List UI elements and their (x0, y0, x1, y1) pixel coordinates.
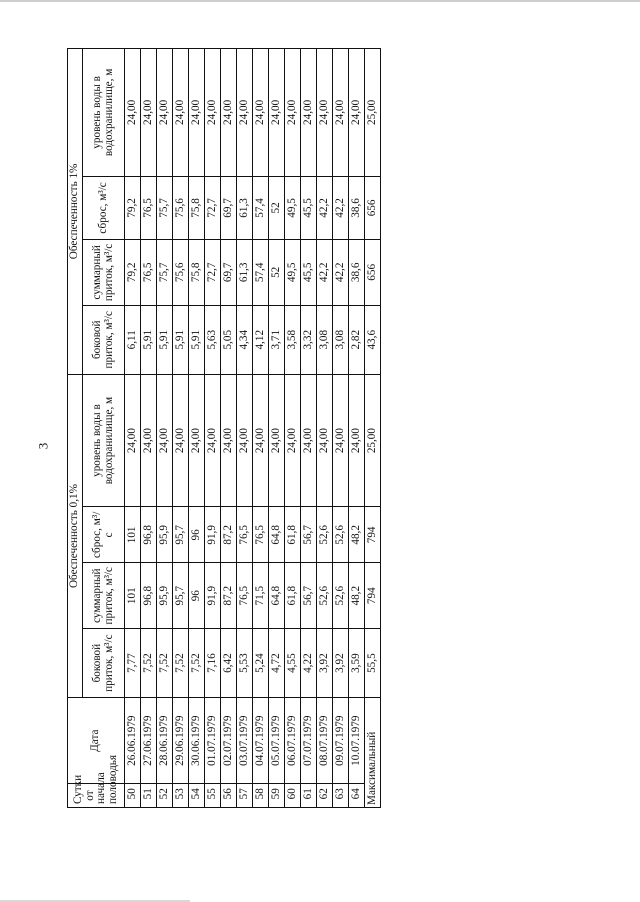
cell-a-lat: 7,52 (141, 629, 157, 698)
cell-b-sum: 57,4 (253, 240, 269, 306)
cell-b-lvl: 24,00 (141, 49, 157, 177)
table-row (253, 49, 269, 808)
cell-b-lat: 4,34 (237, 305, 253, 374)
table-row (301, 49, 317, 808)
cell-day: 51 (141, 784, 157, 808)
cell-b-sum: 79,2 (125, 240, 141, 306)
header-group-1: Обеспеченность 1% (68, 49, 83, 375)
cell-day: 55 (205, 784, 221, 808)
cell-date: 01.07.1979 (205, 698, 221, 784)
cell-b-sum: 72,7 (205, 240, 221, 306)
cell-date: 28.06.1979 (157, 698, 173, 784)
cell-day: 53 (173, 784, 189, 808)
cell-day: 60 (285, 784, 301, 808)
cell-a-lat: 5,24 (253, 629, 269, 698)
cell-max-a-lat: 55,5 (365, 629, 381, 698)
cell-b-lvl: 24,00 (221, 49, 237, 177)
cell-a-lat: 3,92 (317, 629, 333, 698)
cell-a-sum: 56,7 (301, 563, 317, 629)
table-row (349, 49, 365, 808)
cell-a-dis: 52,6 (333, 507, 349, 563)
cell-a-sum: 52,6 (333, 563, 349, 629)
table-row (269, 49, 285, 808)
cell-a-lat: 7,52 (173, 629, 189, 698)
header-group-row (68, 49, 83, 808)
cell-b-dis: 79,2 (125, 176, 141, 239)
cell-a-dis: 101 (125, 507, 141, 563)
header-date: Дата (68, 698, 125, 784)
cell-b-sum: 38,6 (349, 240, 365, 306)
header-a-level: уровень воды в водохранилище, м (83, 374, 125, 506)
cell-date: 08.07.1979 (317, 698, 333, 784)
cell-a-dis: 61,8 (285, 507, 301, 563)
cell-a-lvl: 24,00 (269, 374, 285, 506)
cell-b-dis: 52 (269, 176, 285, 239)
table-row-max (365, 49, 381, 808)
cell-a-lvl: 24,00 (141, 374, 157, 506)
cell-a-dis: 76,5 (253, 507, 269, 563)
cell-b-dis: 42,2 (333, 176, 349, 239)
cell-a-sum: 52,6 (317, 563, 333, 629)
cell-a-sum: 87,2 (221, 563, 237, 629)
table-row (157, 49, 173, 808)
cell-b-dis: 75,7 (157, 176, 173, 239)
scan-edge-top (0, 0, 640, 2)
table-row (237, 49, 253, 808)
header-a-lateral: боковой приток, м³/с (83, 629, 125, 698)
cell-b-lvl: 24,00 (269, 49, 285, 177)
rotated-table-container (67, 48, 381, 808)
cell-a-lvl: 24,00 (125, 374, 141, 506)
header-b-total: суммарный приток, м³/с (83, 240, 125, 306)
cell-a-lat: 4,72 (269, 629, 285, 698)
cell-a-lat: 7,16 (205, 629, 221, 698)
cell-b-lat: 5,63 (205, 305, 221, 374)
cell-max-b-dis: 656 (365, 176, 381, 239)
cell-max-a-sum: 794 (365, 563, 381, 629)
cell-b-sum: 45,5 (301, 240, 317, 306)
cell-date: 07.07.1979 (301, 698, 317, 784)
cell-a-dis: 95,7 (173, 507, 189, 563)
cell-b-lat: 3,08 (317, 305, 333, 374)
cell-a-lvl: 24,00 (333, 374, 349, 506)
cell-day: 59 (269, 784, 285, 808)
cell-b-lvl: 24,00 (125, 49, 141, 177)
cell-b-dis: 76,5 (141, 176, 157, 239)
cell-a-lat: 4,22 (301, 629, 317, 698)
cell-b-lat: 3,08 (333, 305, 349, 374)
cell-b-sum: 61,3 (237, 240, 253, 306)
cell-b-sum: 42,2 (317, 240, 333, 306)
cell-b-lat: 2,82 (349, 305, 365, 374)
cell-b-lvl: 24,00 (205, 49, 221, 177)
cell-max-b-lat: 43,6 (365, 305, 381, 374)
cell-a-lat: 7,52 (189, 629, 205, 698)
header-b-discharge: сброс, м³/с (83, 176, 125, 239)
cell-date: 04.07.1979 (253, 698, 269, 784)
cell-b-lvl: 24,00 (237, 49, 253, 177)
table-row (333, 49, 349, 808)
header-b-level: уровень воды в водохранилище, м (83, 49, 125, 177)
cell-b-lvl: 24,00 (333, 49, 349, 177)
cell-b-lvl: 24,00 (285, 49, 301, 177)
cell-date: 06.07.1979 (285, 698, 301, 784)
header-columns-row (83, 49, 125, 808)
cell-a-lat: 5,53 (237, 629, 253, 698)
cell-b-dis: 75,6 (173, 176, 189, 239)
cell-b-dis: 38,6 (349, 176, 365, 239)
header-group-01: Обеспеченность 0,1% (68, 374, 83, 697)
cell-b-dis: 75,8 (189, 176, 205, 239)
cell-b-dis: 57,4 (253, 176, 269, 239)
cell-a-lat: 7,52 (157, 629, 173, 698)
cell-b-lvl: 24,00 (189, 49, 205, 177)
cell-a-lvl: 24,00 (189, 374, 205, 506)
cell-date: 26.06.1979 (125, 698, 141, 784)
cell-day: 61 (301, 784, 317, 808)
cell-b-lvl: 24,00 (253, 49, 269, 177)
cell-a-lvl: 24,00 (285, 374, 301, 506)
cell-a-sum: 95,7 (173, 563, 189, 629)
cell-day: 58 (253, 784, 269, 808)
cell-b-sum: 76,5 (141, 240, 157, 306)
cell-day: 56 (221, 784, 237, 808)
cell-b-lvl: 24,00 (317, 49, 333, 177)
table-row (317, 49, 333, 808)
cell-max-label: Максимальный (365, 698, 381, 808)
cell-a-lvl: 24,00 (237, 374, 253, 506)
cell-b-dis: 45,5 (301, 176, 317, 239)
cell-a-lvl: 24,00 (317, 374, 333, 506)
table-row (173, 49, 189, 808)
header-b-lateral: боковой приток, м³/с (83, 305, 125, 374)
cell-a-lvl: 24,00 (205, 374, 221, 506)
cell-a-lat: 3,59 (349, 629, 365, 698)
table-row (125, 49, 141, 808)
cell-a-lvl: 24,00 (253, 374, 269, 506)
cell-b-sum: 69,7 (221, 240, 237, 306)
cell-a-dis: 95,9 (157, 507, 173, 563)
cell-b-lat: 5,91 (189, 305, 205, 374)
cell-b-sum: 75,7 (157, 240, 173, 306)
cell-a-dis: 96,8 (141, 507, 157, 563)
table-row (141, 49, 157, 808)
cell-b-lat: 5,05 (221, 305, 237, 374)
cell-a-sum: 101 (125, 563, 141, 629)
cell-b-lat: 5,91 (173, 305, 189, 374)
cell-date: 09.07.1979 (333, 698, 349, 784)
cell-a-sum: 71,5 (253, 563, 269, 629)
table-row (221, 49, 237, 808)
cell-day: 52 (157, 784, 173, 808)
cell-day: 54 (189, 784, 205, 808)
cell-date: 10.07.1979 (349, 698, 365, 784)
cell-b-sum: 75,6 (173, 240, 189, 306)
cell-a-lvl: 24,00 (349, 374, 365, 506)
cell-a-sum: 96,8 (141, 563, 157, 629)
cell-b-lvl: 24,00 (349, 49, 365, 177)
cell-b-lat: 4,12 (253, 305, 269, 374)
cell-a-lat: 3,92 (333, 629, 349, 698)
cell-a-lvl: 24,00 (173, 374, 189, 506)
cell-a-lat: 4,55 (285, 629, 301, 698)
cell-a-lat: 7,77 (125, 629, 141, 698)
page-number: 3 (35, 442, 51, 450)
table-row (285, 49, 301, 808)
cell-b-dis: 49,5 (285, 176, 301, 239)
cell-a-dis: 76,5 (237, 507, 253, 563)
cell-date: 27.06.1979 (141, 698, 157, 784)
cell-a-dis: 87,2 (221, 507, 237, 563)
cell-day: 64 (349, 784, 365, 808)
cell-max-a-dis: 794 (365, 507, 381, 563)
cell-a-sum: 96 (189, 563, 205, 629)
cell-a-lvl: 24,00 (157, 374, 173, 506)
cell-a-lat: 6,42 (221, 629, 237, 698)
cell-a-sum: 91,9 (205, 563, 221, 629)
cell-a-dis: 96 (189, 507, 205, 563)
flood-data-table (67, 48, 381, 808)
cell-a-sum: 61,8 (285, 563, 301, 629)
cell-b-dis: 72,7 (205, 176, 221, 239)
cell-a-dis: 91,9 (205, 507, 221, 563)
header-a-total: суммарный приток, м³/с (83, 563, 125, 629)
cell-day: 50 (125, 784, 141, 808)
cell-max-b-lvl: 25,00 (365, 49, 381, 177)
cell-a-lvl: 24,00 (301, 374, 317, 506)
cell-day: 63 (333, 784, 349, 808)
cell-b-sum: 75,8 (189, 240, 205, 306)
header-a-discharge: сброс, м³/с (83, 507, 125, 563)
cell-b-dis: 42,2 (317, 176, 333, 239)
cell-b-dis: 61,3 (237, 176, 253, 239)
cell-date: 29.06.1979 (173, 698, 189, 784)
cell-b-lat: 5,91 (141, 305, 157, 374)
cell-b-lat: 3,32 (301, 305, 317, 374)
cell-a-sum: 48,2 (349, 563, 365, 629)
cell-a-sum: 76,5 (237, 563, 253, 629)
cell-b-lvl: 24,00 (301, 49, 317, 177)
cell-b-lat: 5,91 (157, 305, 173, 374)
cell-b-lat: 3,58 (285, 305, 301, 374)
table-body (125, 49, 381, 808)
cell-date: 03.07.1979 (237, 698, 253, 784)
cell-b-lvl: 24,00 (173, 49, 189, 177)
cell-b-lat: 3,71 (269, 305, 285, 374)
cell-a-sum: 95,9 (157, 563, 173, 629)
cell-date: 02.07.1979 (221, 698, 237, 784)
cell-max-a-lvl: 25,00 (365, 374, 381, 506)
cell-day: 57 (237, 784, 253, 808)
cell-a-dis: 56,7 (301, 507, 317, 563)
cell-a-dis: 52,6 (317, 507, 333, 563)
cell-b-lat: 6,11 (125, 305, 141, 374)
cell-b-lvl: 24,00 (157, 49, 173, 177)
cell-b-dis: 69,7 (221, 176, 237, 239)
table-row (205, 49, 221, 808)
table-row (189, 49, 205, 808)
cell-b-sum: 52 (269, 240, 285, 306)
cell-max-b-sum: 656 (365, 240, 381, 306)
header-days: Сутки от начала половодья (68, 784, 125, 808)
cell-a-lvl: 24,00 (221, 374, 237, 506)
cell-day: 62 (317, 784, 333, 808)
cell-b-sum: 49,5 (285, 240, 301, 306)
cell-date: 30.06.1979 (189, 698, 205, 784)
cell-b-sum: 42,2 (333, 240, 349, 306)
cell-date: 05.07.1979 (269, 698, 285, 784)
cell-a-dis: 64,8 (269, 507, 285, 563)
cell-a-sum: 64,8 (269, 563, 285, 629)
cell-a-dis: 48,2 (349, 507, 365, 563)
